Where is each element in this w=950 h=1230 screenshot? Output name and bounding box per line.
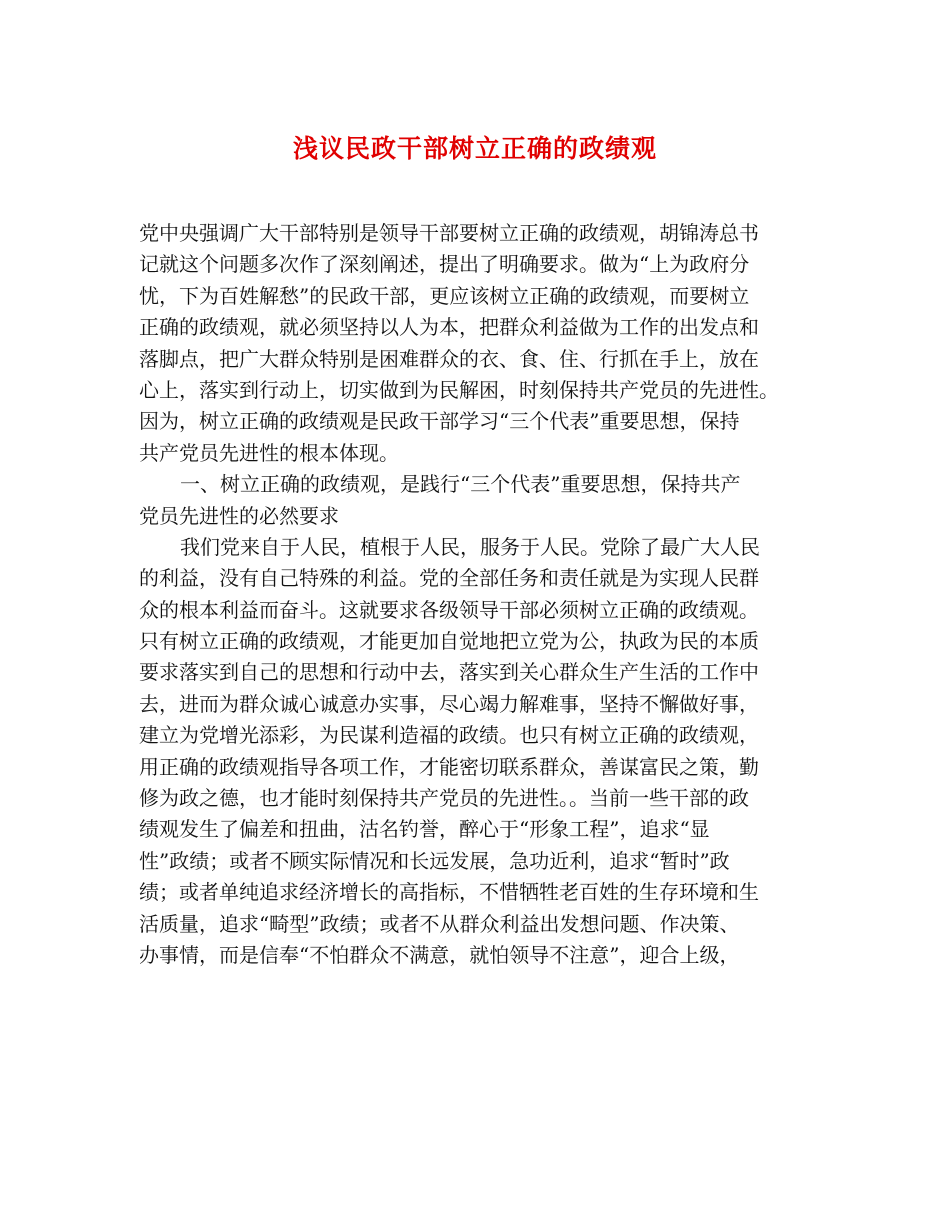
paragraph-line: 心上，落实到行动上，切实做到为民解困，时刻保持共产党员的先进性。 (139, 377, 779, 402)
paragraph-line: 用正确的政绩观指导各项工作，才能密切联系群众，善谋富民之策，勤 (139, 754, 759, 779)
paragraph-line: 我们党来自于人民，植根于人民，服务于人民。党除了最广大人民 (180, 534, 760, 559)
paragraph-line: 活质量，追求“畸型”政绩；或者不从群众利益出发想问题、作决策、 (139, 911, 740, 936)
paragraph-line: 众的根本利益而奋斗。这就要求各级领导干部必须树立正确的政绩观。 (139, 597, 759, 622)
document-title: 浅议民政干部树立正确的政绩观 (292, 134, 657, 163)
paragraph-line: 落脚点，把广大群众特别是困难群众的衣、食、住、行抓在手上，放在 (139, 346, 759, 371)
section-heading-line: 一、树立正确的政绩观，是践行“三个代表”重要思想，保持共产 (180, 472, 741, 497)
paragraph-line: 要求落实到自己的思想和行动中去，落实到关心群众生产生活的工作中 (139, 660, 759, 685)
document-body (139, 218, 839, 971)
section-heading-line: 党员先进性的必然要求 (139, 503, 339, 528)
paragraph-line: 性”政绩；或者不顾实际情况和长远发展，急功近利，追求“暂时”政 (139, 848, 730, 873)
paragraph-line: 绩；或者单纯追求经济增长的高指标，不惜牺牲老百姓的生存环境和生 (139, 880, 759, 905)
paragraph-line: 记就这个问题多次作了深刻阐述，提出了明确要求。做为“上为政府分 (139, 252, 750, 277)
paragraph-line: 忧，下为百姓解愁”的民政干部，更应该树立正确的政绩观，而要树立 (139, 283, 750, 308)
paragraph-line: 去，进而为群众诚心诚意办实事，尽心竭力解难事，坚持不懈做好事， (139, 691, 759, 716)
paragraph-line: 办事情，而是信奉“不怕群众不满意，就怕领导不注意”，迎合上级， (139, 942, 740, 967)
paragraph-line: 因为，树立正确的政绩观是民政干部学习“三个代表”重要思想，保持 (139, 409, 740, 434)
paragraph-line: 只有树立正确的政绩观，才能更加自觉地把立党为公，执政为民的本质 (139, 629, 759, 654)
paragraph-line: 建立为党增光添彩，为民谋利造福的政绩。也只有树立正确的政绩观， (139, 723, 759, 748)
paragraph-line: 党中央强调广大干部特别是领导干部要树立正确的政绩观，胡锦涛总书 (139, 221, 759, 245)
paragraph-line: 修为政之德，也才能时刻保持共产党员的先进性。。当前一些干部的政 (139, 786, 749, 811)
paragraph-line: 的利益，没有自己特殊的利益。党的全部任务和责任就是为实现人民群 (139, 566, 759, 591)
paragraph-line: 共产党员先进性的根本体现。 (139, 440, 399, 465)
paragraph-line: 正确的政绩观，就必须坚持以人为本，把群众利益做为工作的出发点和 (139, 315, 759, 340)
paragraph-line: 绩观发生了偏差和扭曲，沽名钓誉，醉心于“形象工程”，追求“显 (139, 817, 710, 842)
